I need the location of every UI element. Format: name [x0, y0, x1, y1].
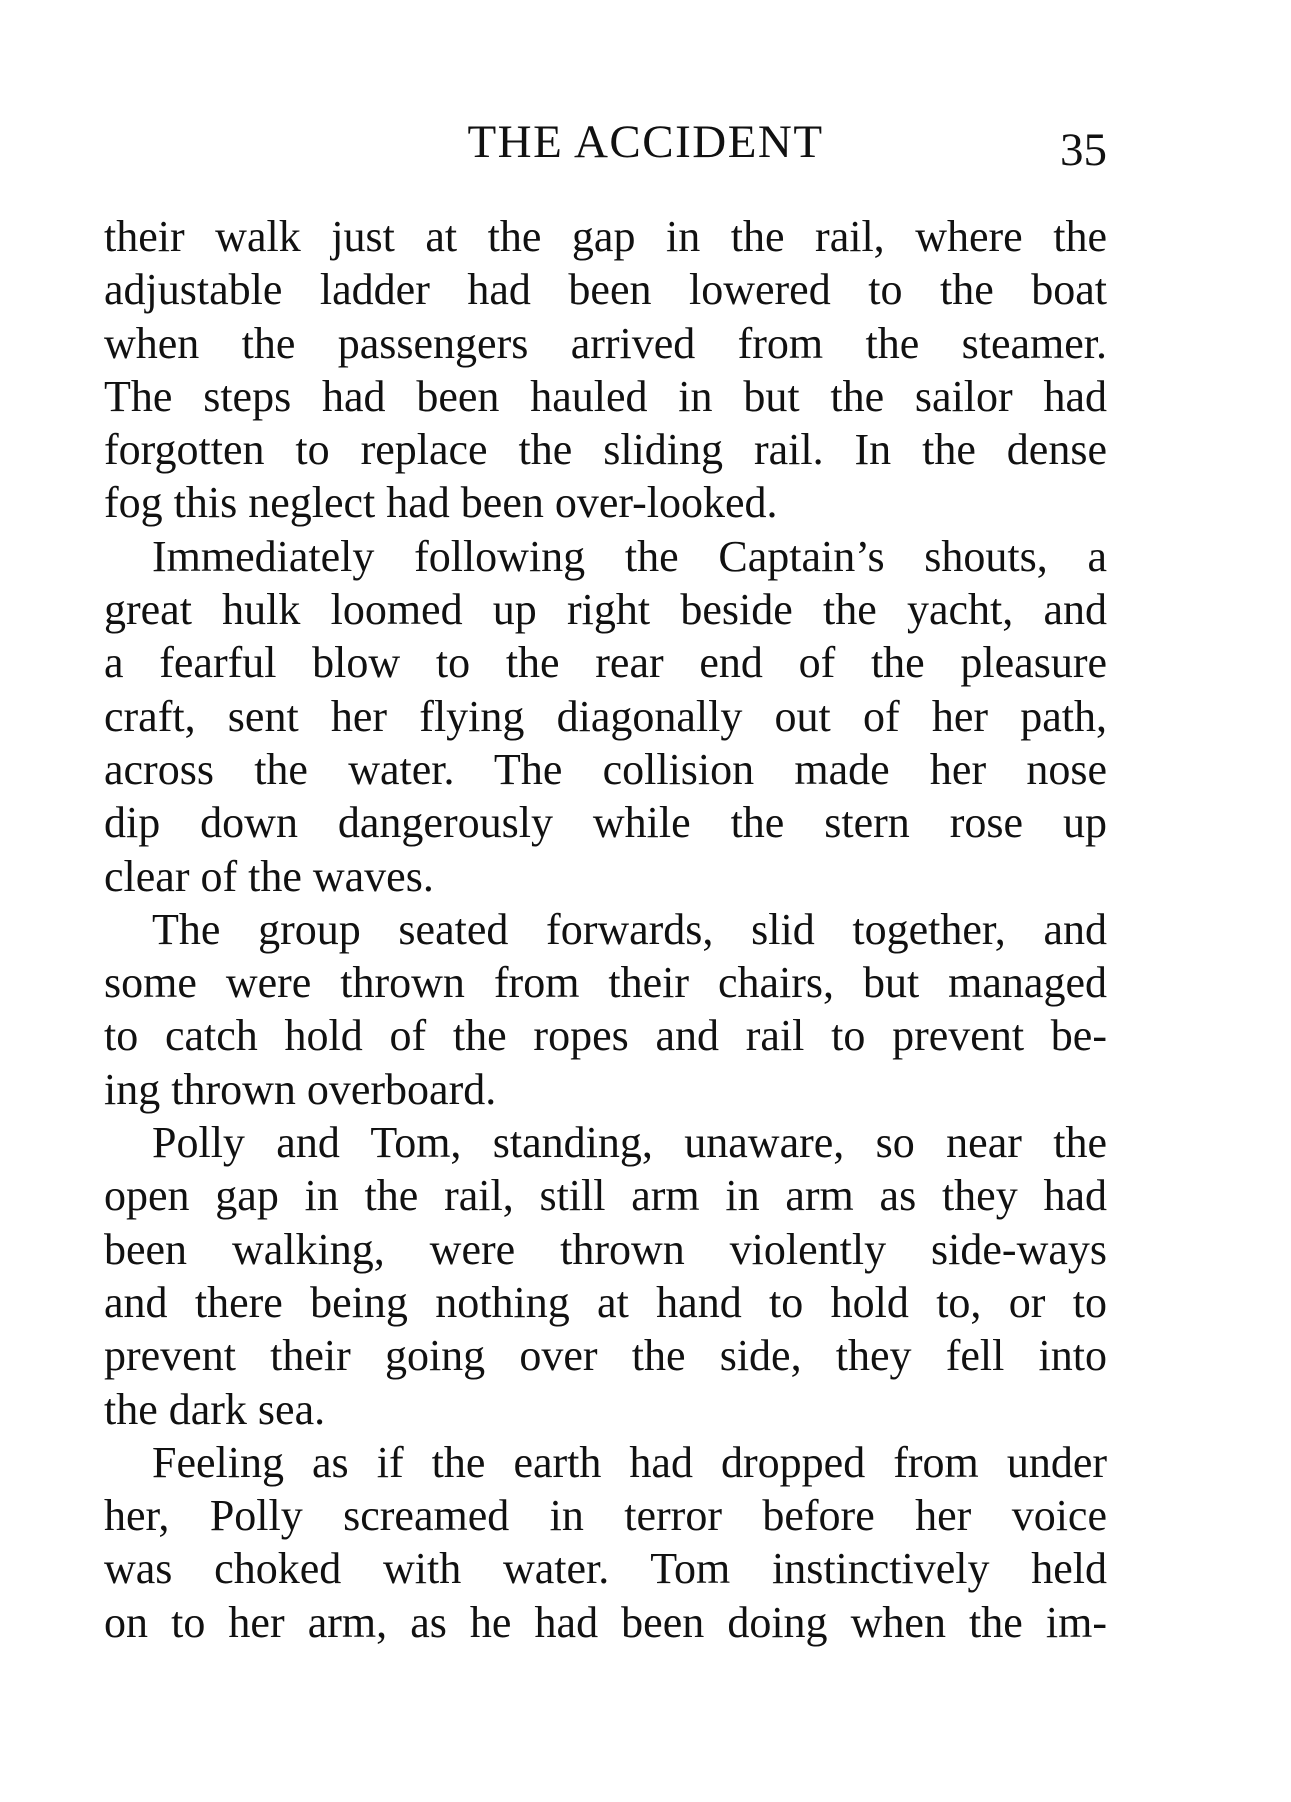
text-line: forgotten to replace the sliding rail. In the dense	[104, 425, 1107, 475]
text-line: dip down dangerously while the stern rose up	[104, 798, 1107, 848]
text-line: Polly and Tom, standing, unaware, so near the	[152, 1118, 1107, 1168]
paragraph	[104, 530, 1107, 903]
text-line: on to her arm, as he had been doing when the im-	[104, 1597, 1107, 1647]
text-line: been walking, were thrown violently side-ways	[104, 1224, 1107, 1274]
text-line: The steps had been hauled in but the sailor had	[104, 371, 1107, 421]
paragraph	[104, 903, 1107, 1116]
paragraph	[104, 1116, 1107, 1436]
text-line: Feeling as if the earth had dropped from under	[152, 1437, 1107, 1487]
text-line: and there being nothing at hand to hold to, or to	[104, 1277, 1107, 1327]
text-line: fog this neglect had been over-looked.	[104, 478, 778, 528]
chapter-title: THE ACCIDENT	[467, 116, 824, 168]
text-line: open gap in the rail, still arm in arm as they had	[104, 1171, 1107, 1221]
text-line: when the passengers arrived from the steamer.	[104, 318, 1107, 368]
text-line: craft, sent her flying diagonally out of her path,	[104, 691, 1107, 741]
text-line: some were thrown from their chairs, but managed	[104, 958, 1107, 1008]
paragraph	[104, 210, 1107, 530]
text-line: her, Polly screamed in terror before her voice	[104, 1491, 1107, 1541]
text-line: to catch hold of the ropes and rail to prevent be-	[104, 1011, 1107, 1061]
body-text	[104, 210, 1107, 1649]
text-line: The group seated forwards, slid together, and	[152, 904, 1107, 954]
text-line: clear of the waves.	[104, 851, 434, 901]
text-line: ing thrown overboard.	[104, 1064, 497, 1114]
text-line: across the water. The collision made her nose	[104, 744, 1107, 794]
text-line: Immediately following the Captain’s shouts, a	[152, 531, 1107, 581]
text-line: was choked with water. Tom instinctively held	[104, 1544, 1107, 1594]
text-line: prevent their going over the side, they fell into	[104, 1331, 1107, 1381]
text-line: great hulk loomed up right beside the yacht, and	[104, 585, 1107, 635]
paragraph	[104, 1436, 1107, 1649]
text-line: the dark sea.	[104, 1384, 326, 1434]
running-head	[0, 112, 1291, 176]
text-line: their walk just at the gap in the rail, where the	[104, 212, 1107, 261]
page-number: 35	[1060, 124, 1107, 176]
text-line: adjustable ladder had been lowered to the boat	[104, 265, 1107, 315]
text-line: a fearful blow to the rear end of the pleasure	[104, 638, 1107, 688]
